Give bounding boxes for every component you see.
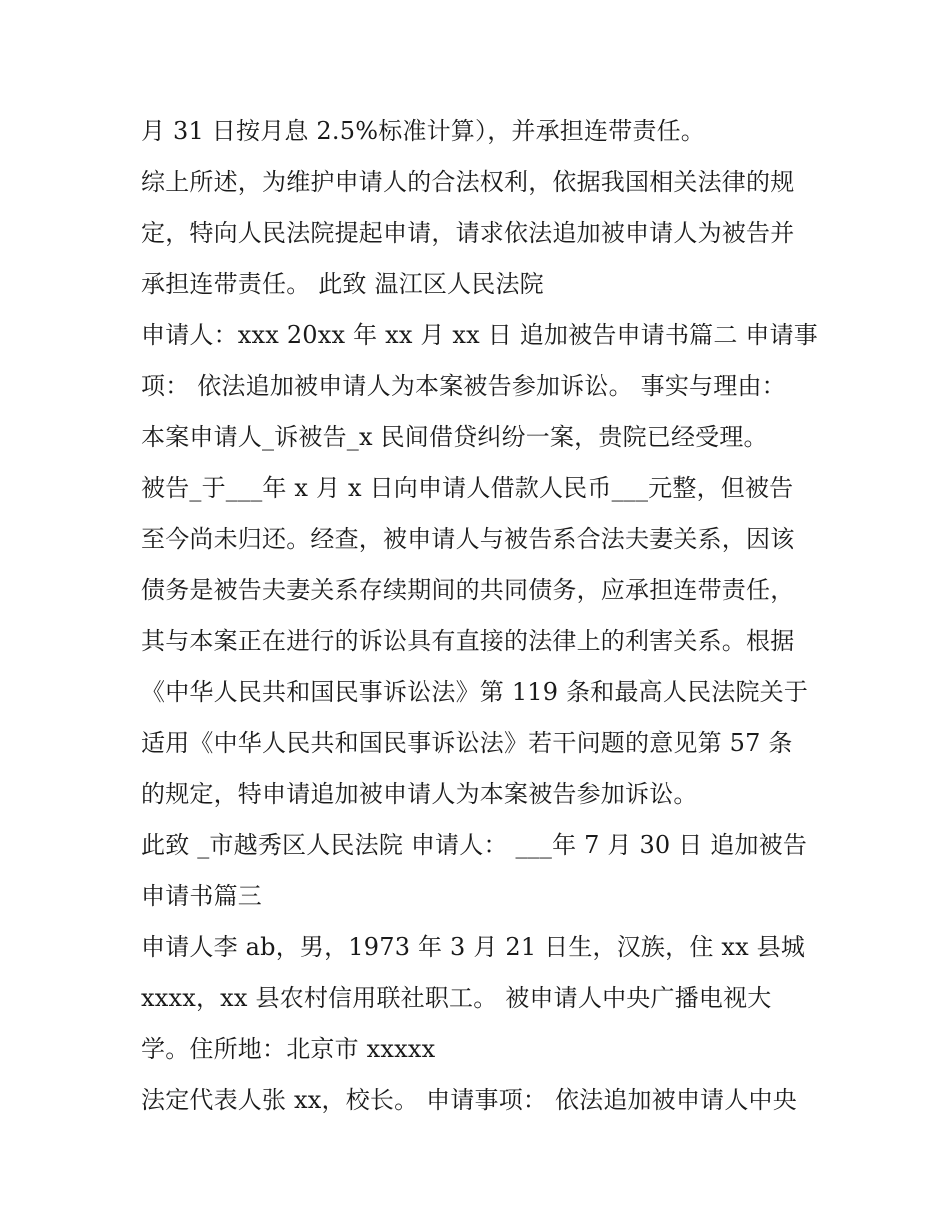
text-line: 被告_于___年 x 月 x 日向申请人借款人民币___元整，但被告 <box>141 474 794 502</box>
text-line: 其与本案正在进行的诉讼具有直接的法律上的利害关系。根据 <box>141 627 795 655</box>
text-line: 申请人：xxx 20xx 年 xx 月 xx 日 追加被告申请书篇二 申请事 <box>141 321 818 349</box>
text-line: 《中华人民共和国民事诉讼法》第 119 条和最高人民法院关于 <box>141 678 809 706</box>
text-line: 申请人李 ab，男，1973 年 3 月 21 日生，汉族，住 xx 县城 <box>141 933 806 961</box>
text-line: 项： 依法追加被申请人为本案被告参加诉讼。 事实与理由： <box>141 372 786 400</box>
text-line: 法定代表人张 xx，校长。 申请事项： 依法追加被申请人中央 <box>141 1086 797 1114</box>
text-line: 学。住所地：北京市 xxxxx <box>141 1035 436 1063</box>
document-body <box>141 108 831 1128</box>
text-line: 承担连带责任。 此致 温江区人民法院 <box>141 270 544 298</box>
text-line: 定，特向人民法院提起申请，请求依法追加被申请人为被告并 <box>141 219 795 247</box>
text-line: 至今尚未归还。经查，被申请人与被告系合法夫妻关系，因该 <box>141 525 795 553</box>
text-line: 适用《中华人民共和国民事诉讼法》若干问题的意见第 57 条 <box>141 729 793 757</box>
text-line: 综上所述，为维护申请人的合法权利，依据我国相关法律的规 <box>141 168 795 196</box>
text-line: 本案申请人_诉被告_x 民间借贷纠纷一案，贵院已经受理。 <box>141 423 768 451</box>
text-line: xxxx，xx 县农村信用联社职工。 被申请人中央广播电视大 <box>141 984 772 1012</box>
text-line: 月 31 日按月息 2.5%标准计算），并承担连带责任。 <box>141 117 705 145</box>
text-line: 申请书篇三 <box>141 882 262 910</box>
text-line: 债务是被告夫妻关系存续期间的共同债务，应承担连带责任， <box>141 576 795 604</box>
text-line: 此致 _市越秀区人民法院 申请人： ___年 7 月 30 日 追加被告 <box>141 831 808 859</box>
text-line: 的规定，特申请追加被申请人为本案被告参加诉讼。 <box>141 780 698 808</box>
